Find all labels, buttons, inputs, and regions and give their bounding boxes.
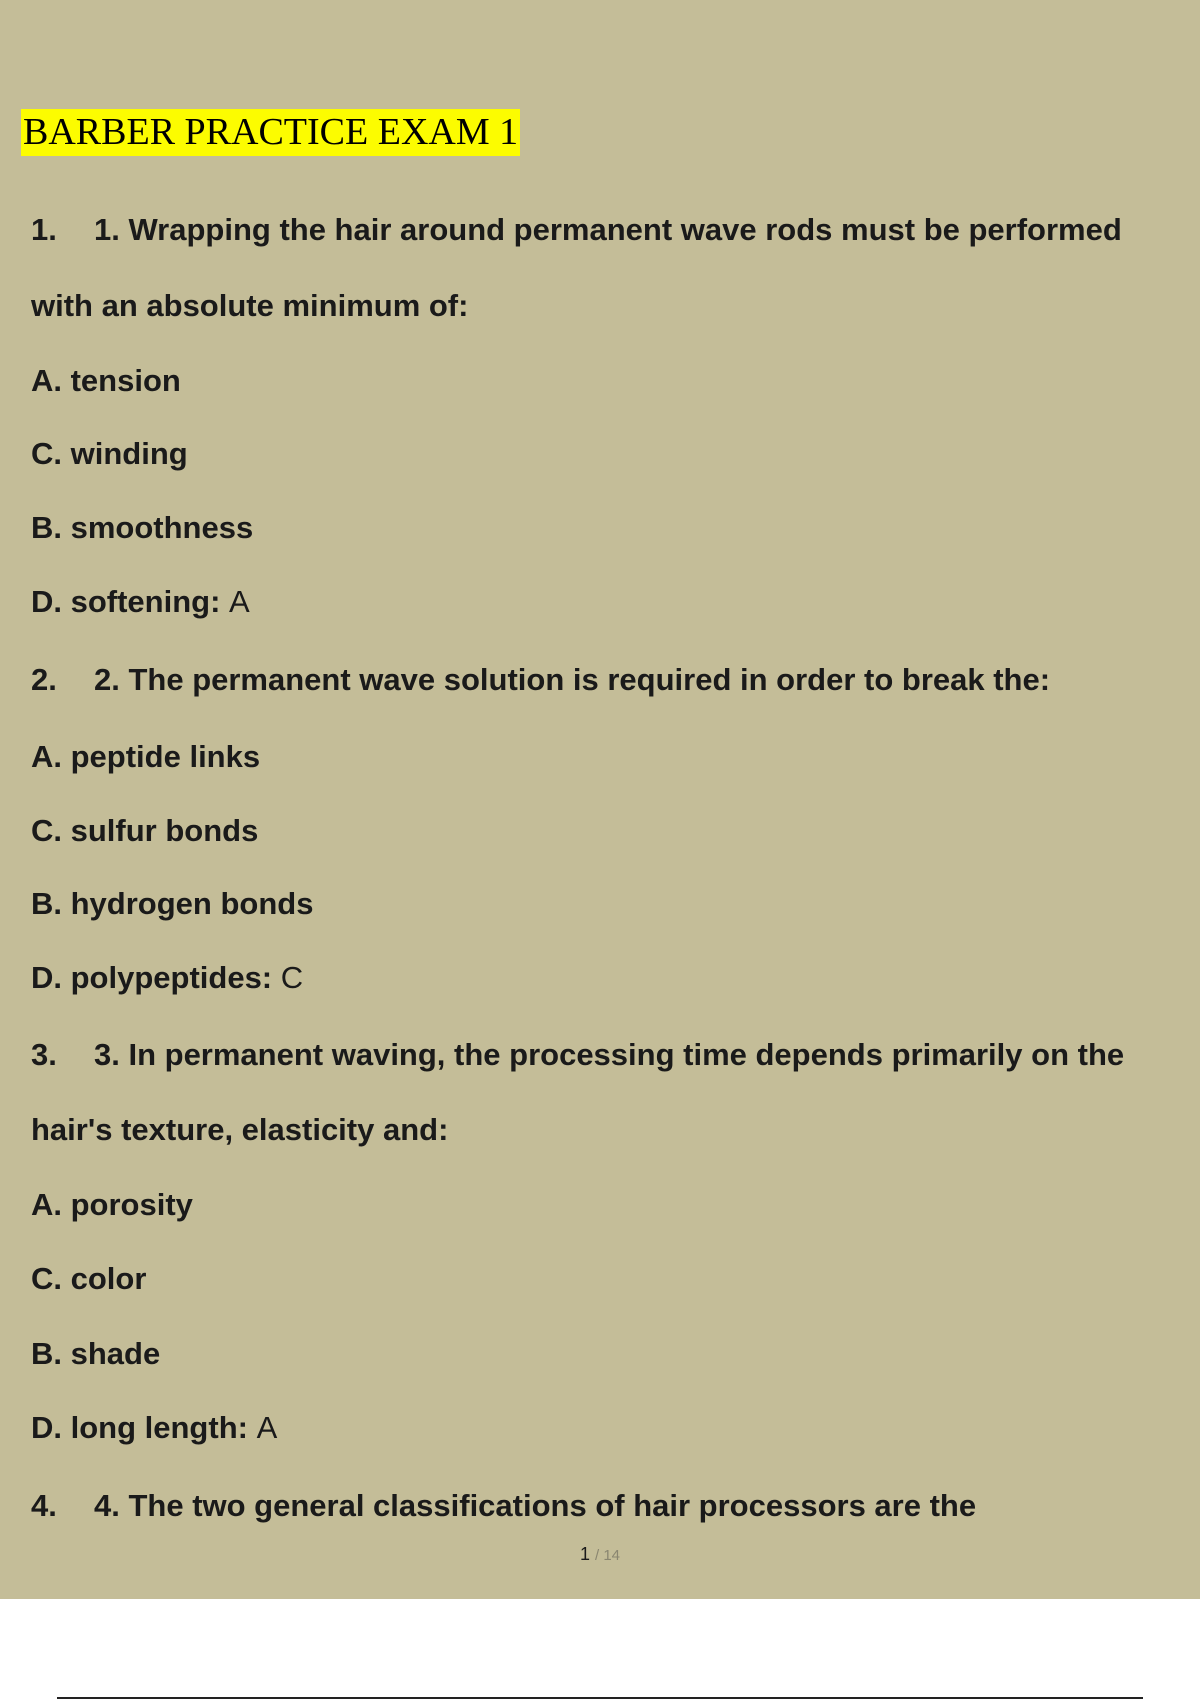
question-1-stem [31, 212, 1122, 248]
answer-key: A [256, 1410, 278, 1445]
question-2-option-d [31, 960, 303, 996]
question-3-option-d [31, 1410, 277, 1446]
question-number: 2. [31, 662, 57, 697]
total-pages: / 14 [595, 1547, 621, 1564]
question-4-stem [31, 1488, 976, 1524]
option-text: D. polypeptides: [31, 960, 273, 995]
question-1-option-c: C. winding [31, 436, 188, 471]
question-3-option-c: C. color [31, 1261, 147, 1296]
page-separator-line [57, 1697, 1143, 1699]
question-3-stem-continued: hair's texture, elasticity and: [31, 1112, 449, 1147]
question-2-option-b: B. hydrogen bonds [31, 886, 314, 921]
question-1-option-b: B. smoothness [31, 510, 254, 545]
option-text: D. long length: [31, 1410, 248, 1445]
question-2-option-c: C. sulfur bonds [31, 813, 259, 848]
option-text: D. softening: [31, 584, 221, 619]
current-page: 1 [579, 1544, 590, 1564]
document-title: BARBER PRACTICE EXAM 1 [21, 109, 520, 156]
question-1-stem-continued: with an absolute minimum of: [31, 288, 469, 323]
question-number: 3. [31, 1037, 57, 1072]
answer-key: C [280, 960, 304, 995]
question-3-stem [31, 1037, 1124, 1073]
question-2-stem [31, 662, 1050, 698]
question-number: 4. [31, 1488, 57, 1523]
question-1-option-d [31, 584, 250, 620]
page-indicator [0, 1543, 1200, 1567]
question-text: 2. The permanent wave solution is required in order to break the: [94, 662, 1051, 697]
question-3-option-b: B. shade [31, 1336, 161, 1371]
question-1-option-a: A. tension [31, 363, 181, 398]
question-text: 4. The two general classifications of hair processors are the [94, 1488, 977, 1523]
question-2-option-a: A. peptide links [31, 739, 261, 774]
question-number: 1. [31, 212, 57, 247]
question-3-option-a: A. porosity [31, 1187, 193, 1222]
answer-key: A [229, 584, 250, 619]
question-text: 3. In permanent waving, the processing time depends primarily on the [94, 1037, 1125, 1072]
question-text: 1. Wrapping the hair around permanent wave rods must be performed [94, 212, 1122, 247]
